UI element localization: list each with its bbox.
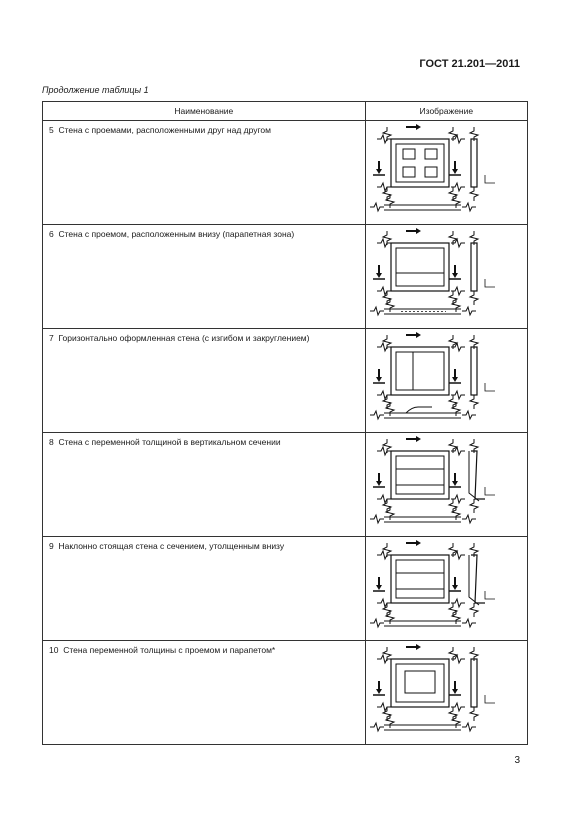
table-row — [43, 225, 528, 329]
row-name-cell — [43, 329, 366, 433]
table-row — [43, 121, 528, 225]
row-number: 9 — [49, 541, 54, 551]
row-name-cell — [43, 121, 366, 225]
wall-symbol-drawing — [366, 433, 532, 532]
row-number: 10 — [49, 645, 59, 655]
document-code: ГОСТ 21.201—2011 — [419, 58, 520, 70]
table-row — [43, 641, 528, 745]
wall-symbol-drawing — [366, 225, 532, 324]
row-name: Стена с переменной толщиной в вертикальном сечении — [58, 437, 281, 447]
row-name: Наклонно стоящая стена с сечением, утолщенным внизу — [58, 541, 285, 551]
row-name-cell — [43, 433, 366, 537]
row-name: Горизонтально оформленная стена (с изгибом и закруглением) — [58, 333, 310, 343]
row-name: Стена с проемом, расположенным внизу (парапетная зона) — [58, 229, 295, 239]
row-name: Стена переменной толщины с проемом и парапетом* — [63, 645, 276, 655]
table-row — [43, 537, 528, 641]
table-header-row — [43, 102, 528, 121]
row-name-cell — [43, 641, 366, 745]
page-number: 3 — [514, 755, 520, 766]
column-header-name: Наименование — [43, 102, 366, 121]
row-number: 5 — [49, 125, 54, 135]
row-number: 7 — [49, 333, 54, 343]
row-image-cell — [365, 641, 527, 745]
wall-symbol-drawing — [366, 121, 532, 220]
row-image-cell — [365, 537, 527, 641]
row-number: 8 — [49, 437, 54, 447]
row-image-cell — [365, 329, 527, 433]
wall-symbol-drawing — [366, 537, 532, 636]
wall-symbol-drawing — [366, 329, 532, 428]
row-name: Стена с проемами, расположенными друг над другом — [58, 125, 271, 135]
column-header-image: Изображение — [365, 102, 527, 121]
table-caption: Продолжение таблицы 1 — [42, 85, 149, 95]
wall-symbol-drawing — [366, 641, 532, 740]
table-row — [43, 329, 528, 433]
row-name-cell — [43, 537, 366, 641]
row-image-cell — [365, 433, 527, 537]
row-image-cell — [365, 121, 527, 225]
table-row — [43, 433, 528, 537]
row-image-cell — [365, 225, 527, 329]
row-name-cell — [43, 225, 366, 329]
row-number: 6 — [49, 229, 54, 239]
symbols-table — [42, 101, 528, 745]
